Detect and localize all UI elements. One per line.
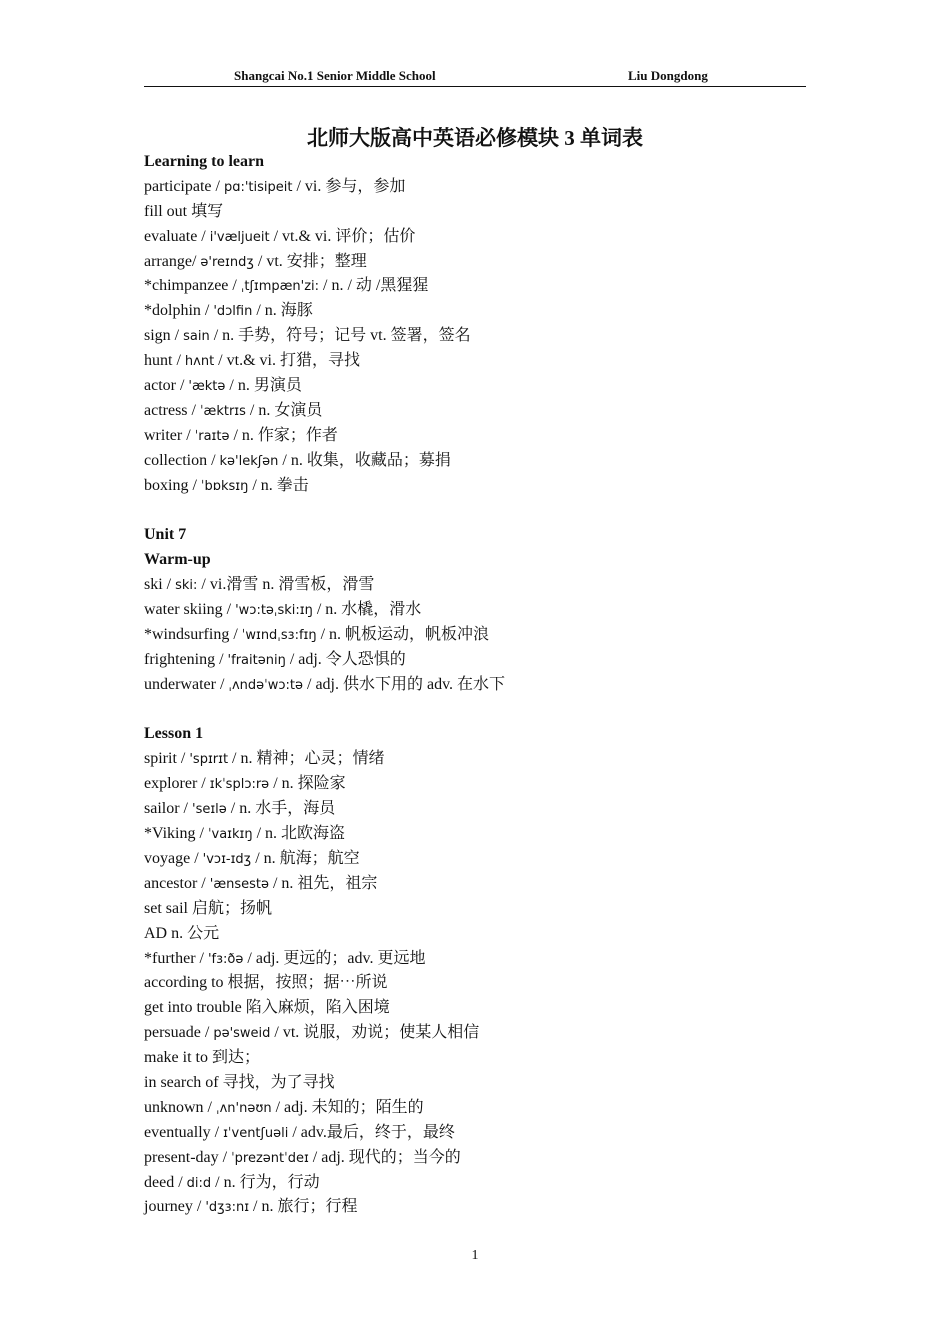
vocab-definition: / n. 帆板运动，帆板冲浪 — [316, 625, 490, 643]
vocab-definition: / n. 水橇，滑水 — [312, 601, 422, 619]
vocab-entry — [144, 274, 804, 299]
vocab-entry — [144, 474, 804, 499]
vocab-word: according to 根据，按照；据⋯所说 — [144, 974, 388, 992]
vocab-definition: / n. 海豚 — [252, 302, 313, 320]
vocab-definition: / vi.滑雪 n. 滑雪板，滑雪 — [197, 576, 375, 594]
vocab-word: unknown / — [144, 1098, 216, 1116]
vocab-entry — [144, 1171, 804, 1196]
vocab-word: frightening / — [144, 650, 228, 668]
vocab-definition: / vt. 安排；整理 — [253, 252, 367, 270]
vocab-entry — [144, 1146, 804, 1171]
vocab-definition: / adv.最后，终于，最终 — [288, 1123, 455, 1141]
vocab-word: AD n. 公元 — [144, 924, 220, 942]
vocab-word: deed / — [144, 1173, 187, 1191]
vocab-definition: / n. 旅行；行程 — [249, 1198, 358, 1216]
vocab-definition: / n. 行为，行动 — [211, 1173, 320, 1191]
vocab-word: ski / — [144, 576, 176, 594]
vocab-phonetic: i'væljueit — [209, 229, 270, 245]
section-heading: Learning to learn — [144, 153, 264, 170]
vocab-word: underwater / — [144, 675, 229, 693]
vocab-word: ancestor / — [144, 874, 210, 892]
vocab-definition: / adj. 未知的；陌生的 — [271, 1098, 424, 1116]
vocab-phonetic: ˌʌn'nəʊn — [216, 1100, 272, 1116]
vocab-definition: / adj. 令人恐惧的 — [285, 650, 406, 668]
vocab-phonetic: ˈvaɪkɪŋ — [207, 827, 253, 843]
vocab-definition: / n. 女演员 — [245, 401, 323, 419]
vocab-word: collection / — [144, 451, 220, 469]
vocab-phonetic: 'vɔɪ-ɪdʒ — [202, 851, 252, 867]
vocab-word: get into trouble 陷入麻烦，陷入困境 — [144, 999, 390, 1017]
vocab-entry — [144, 822, 804, 847]
vocab-definition: / n. 拳击 — [248, 476, 309, 494]
vocab-word: participate / — [144, 177, 224, 195]
vocab-phonetic: pə'sweid — [213, 1026, 271, 1042]
blank-line — [144, 698, 804, 723]
vocab-phonetic: 'seɪlə — [192, 802, 227, 818]
vocab-word: *Viking / — [144, 825, 208, 843]
vocab-definition: / n. / 动 /黑猩猩 — [319, 277, 429, 295]
vocab-definition: / vt.& vi. 评价；估价 — [269, 227, 416, 245]
vocab-definition: / n. 手势，符号；记号 vt. 签署，签名 — [209, 327, 471, 345]
vocab-word: fill out 填写 — [144, 202, 224, 220]
vocab-phonetic: 'wɔ:təˌski:ɪŋ — [235, 603, 313, 619]
vocab-entry — [144, 772, 804, 797]
vocab-entry — [144, 947, 804, 972]
vocab-phonetic: 'ænsestə — [209, 876, 269, 892]
vocab-phonetic: ə'reɪndʒ — [200, 254, 254, 270]
vocab-phonetic: ˌtʃɪmpæn'zi: — [240, 279, 320, 295]
vocab-word: actor / — [144, 377, 189, 395]
vocab-entry — [144, 1021, 804, 1046]
vocab-word: writer / — [144, 426, 195, 444]
vocab-phonetic: ˈprezəntˈdeɪ — [231, 1150, 309, 1166]
vocab-entry — [144, 1096, 804, 1121]
vocab-word: evaluate / — [144, 227, 210, 245]
vocab-definition: / adj. 供水下用的 adv. 在水下 — [303, 675, 506, 693]
vocab-entry — [144, 648, 804, 673]
vocab-entry — [144, 1121, 804, 1146]
vocab-entry — [144, 971, 804, 996]
vocab-definition: / adj. 现代的；当今的 — [308, 1148, 461, 1166]
vocab-definition: / n. 精神；心灵；情绪 — [228, 750, 385, 768]
vocab-word: actress / — [144, 401, 200, 419]
vocab-definition: / vt.& vi. 打猎，寻找 — [214, 352, 360, 370]
vocab-phonetic: ɪˈventʃuəli — [223, 1125, 289, 1141]
vocab-phonetic: ˈæktrɪs — [199, 403, 246, 419]
vocab-phonetic: kə'lekʃən — [219, 453, 279, 469]
vocab-word: *chimpanzee / — [144, 277, 241, 295]
vocab-phonetic: ˈbɒksɪŋ — [200, 478, 249, 494]
vocab-definition: / n. 男演员 — [225, 377, 302, 395]
vocab-entry — [144, 996, 804, 1021]
vocab-phonetic: 'æktə — [188, 379, 226, 395]
vocab-entry — [144, 747, 804, 772]
vocab-phonetic: 'spɪrɪt — [189, 752, 229, 768]
vocab-word: persuade / — [144, 1024, 214, 1042]
vocab-entry — [144, 1046, 804, 1071]
vocab-entry — [144, 250, 804, 275]
vocab-phonetic: 'dɔlfin — [213, 304, 253, 320]
vocab-entry — [144, 225, 804, 250]
vocab-word: sailor / — [144, 800, 192, 818]
vocab-definition: / n. 水手，海员 — [226, 800, 336, 818]
vocab-definition: / n. 祖先，祖宗 — [268, 874, 378, 892]
vocab-word: sign / — [144, 327, 184, 345]
vocab-entry — [144, 673, 804, 698]
vocab-word: water skiing / — [144, 601, 236, 619]
section-heading: Warm-up — [144, 551, 211, 569]
section-heading: Lesson 1 — [144, 725, 204, 743]
vocab-entry — [144, 598, 804, 623]
vocab-word: *dolphin / — [144, 302, 214, 320]
vocab-phonetic: 'fɜ:ðə — [207, 951, 244, 967]
vocab-entry — [144, 449, 804, 474]
vocab-entry — [144, 200, 804, 225]
vocab-word: voyage / — [144, 849, 203, 867]
author-name: Liu Dongdong — [628, 68, 708, 83]
vocab-definition: / adj. 更远的；adv. 更远地 — [243, 949, 426, 967]
vocabulary-list — [144, 150, 804, 1220]
vocab-definition: / n. 收集，收藏品；募捐 — [278, 451, 451, 469]
vocab-phonetic: ˌʌndəˈwɔ:tə — [228, 677, 303, 693]
vocab-word: in search of 寻找，为了寻找 — [144, 1073, 335, 1091]
vocab-entry — [144, 847, 804, 872]
document-title: 北师大版高中英语必修模块 3 单词表 — [307, 126, 643, 150]
vocab-phonetic: di:d — [186, 1175, 212, 1191]
vocab-definition: / n. 作家；作者 — [229, 426, 338, 444]
vocab-phonetic: 'dʒɜ:nɪ — [205, 1200, 250, 1216]
vocab-word: journey / — [144, 1198, 206, 1216]
vocab-word: present-day / — [144, 1148, 232, 1166]
vocab-word: eventually / — [144, 1123, 224, 1141]
vocab-entry — [144, 1195, 804, 1220]
vocab-word: *windsurfing / — [144, 625, 242, 643]
vocab-entry — [144, 374, 804, 399]
vocab-entry — [144, 175, 804, 200]
page-header — [144, 68, 806, 87]
vocab-entry — [144, 324, 804, 349]
vocab-entry — [144, 797, 804, 822]
vocab-entry — [144, 922, 804, 947]
vocab-word: hunt / — [144, 352, 185, 370]
section-heading: Unit 7 — [144, 526, 187, 544]
blank-line — [144, 498, 804, 523]
vocab-word: explorer / — [144, 775, 210, 793]
vocab-word: *further / — [144, 949, 208, 967]
vocab-phonetic: ski: — [175, 578, 198, 594]
vocab-word: arrange/ — [144, 252, 201, 270]
vocab-phonetic: ˈwɪndˌsɜ:fɪŋ — [241, 627, 317, 643]
vocab-phonetic: sain — [183, 329, 210, 345]
vocab-entry — [144, 1071, 804, 1096]
vocab-word: make it to 到达； — [144, 1049, 260, 1067]
vocab-definition: / vt. 说服，劝说；使某人相信 — [270, 1024, 480, 1042]
vocab-definition: / n. 探险家 — [269, 775, 346, 793]
vocab-phonetic: hʌnt — [184, 354, 215, 370]
vocab-phonetic: ɪkˈsplɔ:rə — [209, 777, 270, 793]
vocab-entry — [144, 573, 804, 598]
page-number: 1 — [471, 1248, 479, 1263]
school-name: Shangcai No.1 Senior Middle School — [234, 68, 436, 83]
vocab-word: set sail 启航；扬帆 — [144, 899, 272, 917]
vocab-entry — [144, 399, 804, 424]
vocab-word: spirit / — [144, 750, 190, 768]
vocab-entry — [144, 349, 804, 374]
vocab-phonetic: pɑ:'tisipeit — [223, 179, 293, 195]
vocab-definition: / vi. 参与，参加 — [292, 177, 406, 195]
vocab-definition: / n. 北欧海盗 — [252, 825, 346, 843]
vocab-entry — [144, 897, 804, 922]
vocab-phonetic: 'fraitəniŋ — [227, 652, 286, 668]
vocab-entry — [144, 623, 804, 648]
vocab-entry — [144, 299, 804, 324]
vocab-definition: / n. 航海；航空 — [251, 849, 360, 867]
vocab-entry — [144, 424, 804, 449]
vocab-word: boxing / — [144, 476, 201, 494]
vocab-phonetic: ˈraɪtə — [194, 428, 230, 444]
vocab-entry — [144, 872, 804, 897]
